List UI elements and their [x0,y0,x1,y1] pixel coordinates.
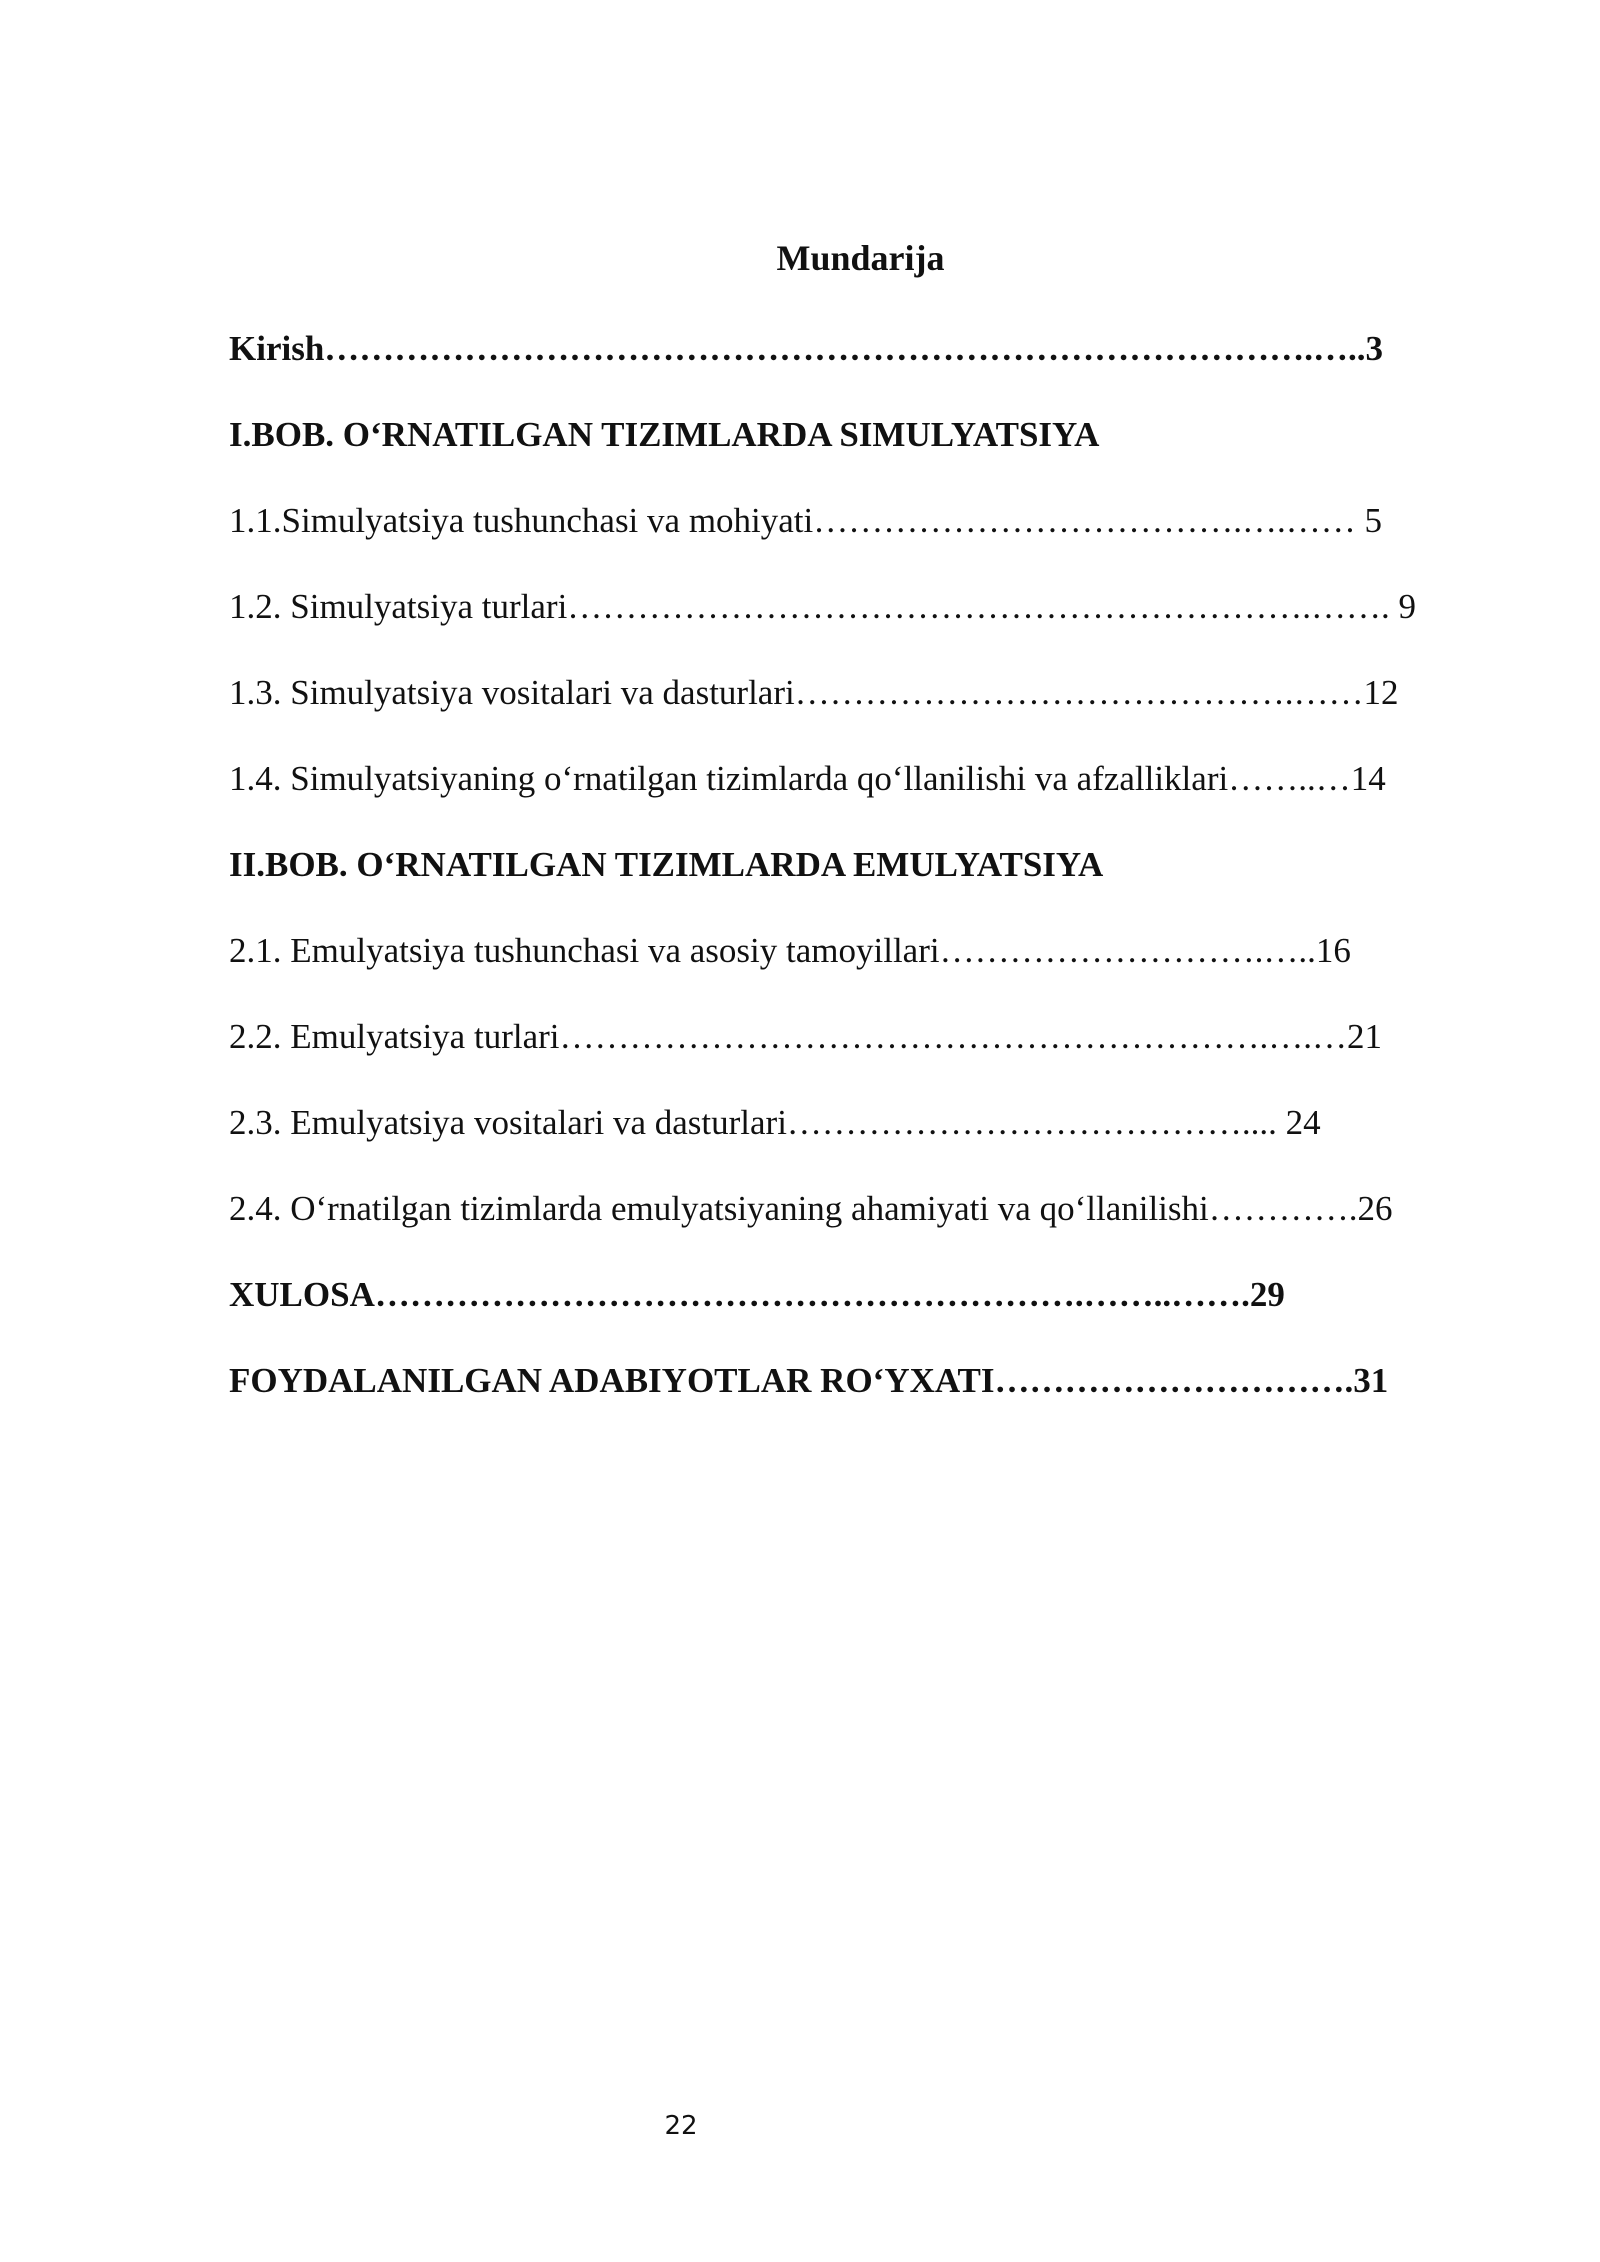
page-number: 22 [664,2111,698,2141]
toc-entry-2-4: 2.4. O‘rnatilgan tizimlarda emulyatsiyaning ahamiyati va qo‘llanilishi………….26 [229,1189,1393,1228]
toc-entry-adabiyotlar: FOYDALANILGAN ADABIYOTLAR RO‘YXATI………………………….31 [229,1361,1389,1400]
toc-chapter-2-heading: II.BOB. O‘RNATILGAN TIZIMLARDA EMULYATSIYA [229,845,1104,884]
toc-entry-kirish: Kirish………………………………………………………………………….…..3 [229,329,1384,368]
toc-entry-1-2: 1.2. Simulyatsiya turlari……………………………………………………….……. 9 [229,587,1417,626]
toc-entry-1-1: 1.1.Simulyatsiya tushunchasi va mohiyati……………………………….….…… 5 [229,501,1383,540]
toc-entry-2-1: 2.1. Emulyatsiya tushunchasi va asosiy tamoyillari……………………….…..16 [229,931,1351,970]
toc-chapter-1-heading: I.BOB. O‘RNATILGAN TIZIMLARDA SIMULYATSIYA [229,415,1100,454]
toc-entry-2-2: 2.2. Emulyatsiya turlari…………………………………………………….….…21 [229,1017,1382,1056]
toc-entry-1-4: 1.4. Simulyatsiyaning o‘rnatilgan tizimlarda qo‘llanilishi va afzalliklari……..…14 [229,759,1386,798]
document-title: Mundarija [776,238,945,278]
toc-entry-2-3: 2.3. Emulyatsiya vositalari va dasturlari………………………………….... 24 [229,1103,1321,1142]
toc-entry-xulosa: XULOSA…………………………………………………….……..…….29 [229,1275,1285,1314]
toc-entry-1-3: 1.3. Simulyatsiya vositalari va dasturlari…………………………………….……12 [229,673,1399,712]
